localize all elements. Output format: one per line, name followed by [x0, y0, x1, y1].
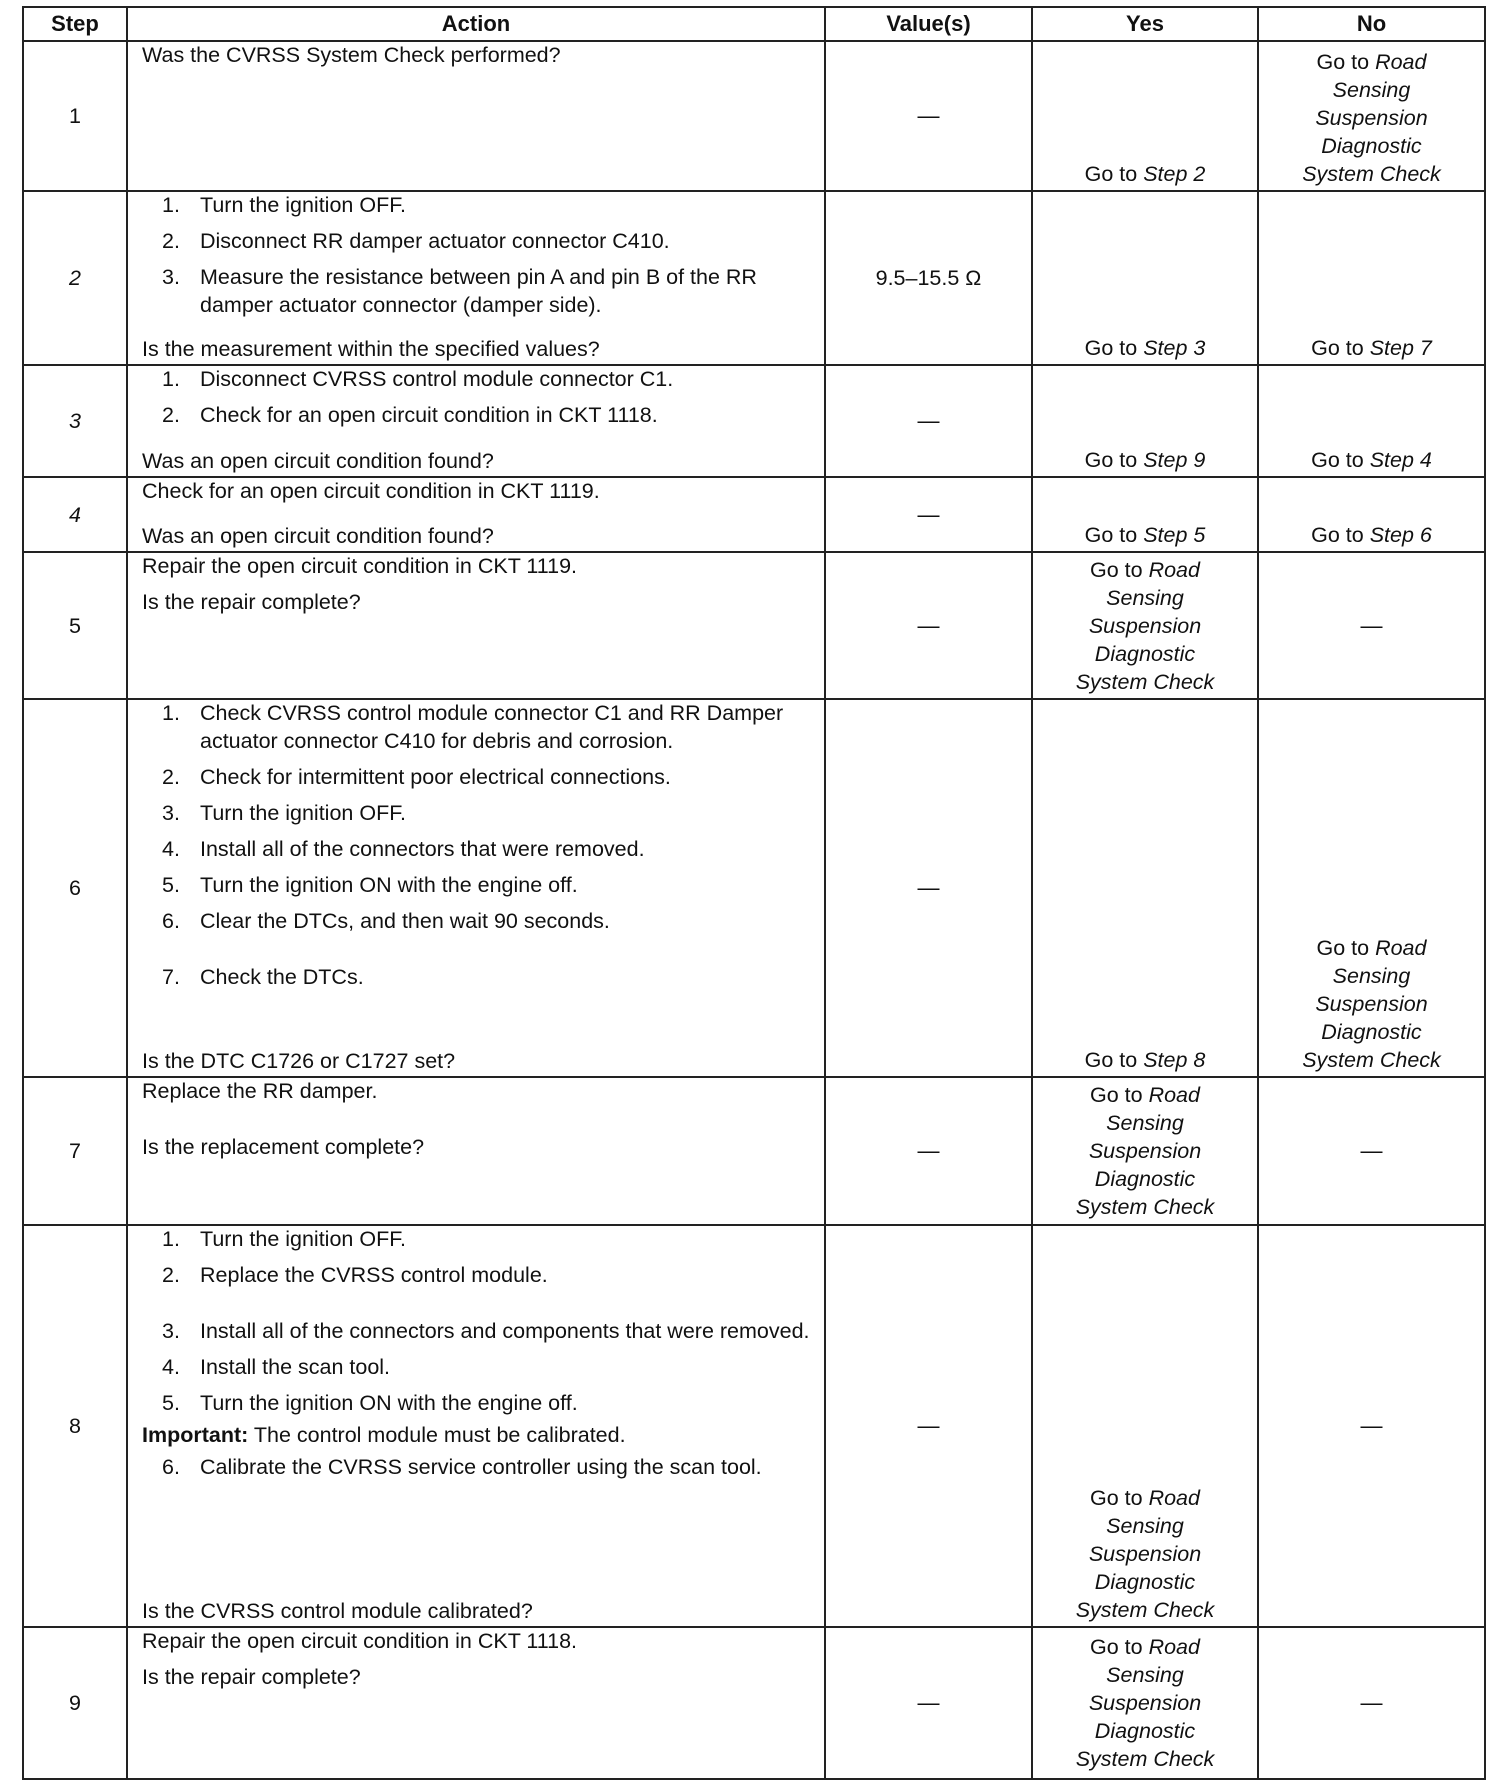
step-number: 3: [23, 365, 127, 477]
value-cell: —: [825, 1077, 1032, 1225]
yes-cell: Go to Step 9: [1032, 365, 1258, 477]
action-question: Was an open circuit condition found?: [142, 524, 494, 548]
value-cell: —: [825, 1627, 1032, 1779]
goto-rss-check: Go to Road Sensing Suspension Diagnostic System Check: [1075, 1083, 1215, 1219]
step-number: 9: [23, 1627, 127, 1779]
no-cell: Go to Step 7: [1258, 191, 1485, 365]
yes-cell: [1032, 1225, 1258, 1627]
no-cell: —: [1258, 1627, 1485, 1779]
table-row: [23, 1077, 1485, 1225]
action-steps: 1. Check CVRSS control module connector C1 and RR Damper actuator connector C410 for debris and corrosion. 2. Check for intermittent poor electrical connections. 3. Turn the ignition OFF. 4. Install all of the connectors that were removed. 5. Turn the ignition ON with the engine off. 6. Clear the DTCs, and then wait 90 seconds. 7. Check the DTCs.: [162, 701, 784, 989]
action-steps-after: 6. Calibrate the CVRSS service controller using the scan tool.: [162, 1455, 762, 1479]
header-yes: Yes: [1032, 7, 1258, 41]
value-cell: —: [825, 41, 1032, 191]
yes-cell: [1032, 1077, 1258, 1225]
action-text: Replace the RR damper.: [142, 1079, 378, 1103]
header-values: Value(s): [825, 7, 1032, 41]
yes-cell: Go to Step 5: [1032, 477, 1258, 552]
action-question: Is the measurement within the specified values?: [142, 337, 600, 361]
yes-cell: Go to Step 8: [1032, 699, 1258, 1077]
action-text: Check for an open circuit condition in CKT 1119.: [142, 479, 600, 503]
header-action: Action: [127, 7, 825, 41]
step-number: 8: [23, 1225, 127, 1627]
goto-rss-check: Go to Road Sensing Suspension Diagnostic System Check: [1302, 50, 1441, 186]
table-row: [23, 1627, 1485, 1779]
value-cell: —: [825, 365, 1032, 477]
yes-cell: Go to Step 3: [1032, 191, 1258, 365]
table-row: [23, 191, 1485, 365]
action-cell: [127, 191, 825, 365]
action-text: Repair the open circuit condition in CKT 1118.: [142, 1629, 578, 1653]
table-row: [23, 699, 1485, 1077]
no-cell: Go to Step 4: [1258, 365, 1485, 477]
action-cell: [127, 1077, 825, 1225]
no-cell: [1258, 699, 1485, 1077]
yes-cell: [1032, 1627, 1258, 1779]
no-cell: Go to Step 6: [1258, 477, 1485, 552]
yes-cell: [1032, 552, 1258, 699]
header-no: No: [1258, 7, 1485, 41]
table-row: [23, 41, 1485, 191]
table-row: [23, 365, 1485, 477]
action-cell: [127, 41, 825, 191]
action-text: Repair the open circuit condition in CKT 1119.: [142, 554, 578, 578]
no-cell: —: [1258, 1225, 1485, 1627]
value-cell: —: [825, 699, 1032, 1077]
goto-rss-check: Go to Road Sensing Suspension Diagnostic System Check: [1075, 1635, 1215, 1771]
step-number: 5: [23, 552, 127, 699]
step-number: 1: [23, 41, 127, 191]
action-cell: [127, 699, 825, 1077]
value-cell: —: [825, 552, 1032, 699]
action-question: Is the CVRSS control module calibrated?: [142, 1599, 533, 1623]
step-number: 2: [23, 191, 127, 365]
value-cell: —: [825, 477, 1032, 552]
goto-rss-check: Go to Road Sensing Suspension Diagnostic System Check: [1075, 1486, 1215, 1622]
goto-rss-check: Go to Road Sensing Suspension Diagnostic System Check: [1302, 936, 1441, 1072]
action-question: Is the DTC C1726 or C1727 set?: [142, 1049, 456, 1073]
table-row: [23, 552, 1485, 699]
action-steps: 1. Disconnect CVRSS control module connector C1. 2. Check for an open circuit condition in CKT 1118.: [162, 367, 674, 427]
value-cell: —: [825, 1225, 1032, 1627]
diagnostic-table: [22, 6, 1486, 1780]
table-row: [23, 477, 1485, 552]
step-number: 6: [23, 699, 127, 1077]
action-steps: 1. Turn the ignition OFF. 2. Replace the CVRSS control module. 3. Install all of the connectors and components that were removed. 4. Install the scan tool. 5. Turn the ignition ON with the engine off.: [162, 1227, 810, 1415]
value-cell: 9.5–15.5 Ω: [825, 191, 1032, 365]
action-cell: [127, 365, 825, 477]
action-question: Is the replacement complete?: [142, 1135, 425, 1159]
action-cell: [127, 1225, 825, 1627]
header-row: [23, 7, 1485, 41]
action-steps: 1. Turn the ignition OFF. 2. Disconnect RR damper actuator connector C410. 3. Measure the resistance between pin A and pin B of the RR damper actuator connector (damper side).: [162, 193, 757, 317]
action-cell: [127, 552, 825, 699]
important-note: Important: The control module must be calibrated.: [142, 1423, 626, 1447]
step-number: 4: [23, 477, 127, 552]
header-step: Step: [23, 7, 127, 41]
goto-rss-check: Go to Road Sensing Suspension Diagnostic System Check: [1075, 557, 1215, 694]
action-cell: [127, 1627, 825, 1779]
goto-link: Go to Step 2: [1084, 162, 1206, 186]
step-number: 7: [23, 1077, 127, 1225]
no-cell: [1258, 41, 1485, 191]
action-question: Was an open circuit condition found?: [142, 449, 494, 473]
yes-cell: [1032, 41, 1258, 191]
action-question: Is the repair complete?: [142, 590, 361, 614]
action-cell: [127, 477, 825, 552]
no-cell: —: [1258, 1077, 1485, 1225]
table-row: [23, 1225, 1485, 1627]
no-cell: —: [1258, 552, 1485, 699]
action-question: Is the repair complete?: [142, 1665, 361, 1689]
action-question: Was the CVRSS System Check performed?: [142, 43, 561, 67]
